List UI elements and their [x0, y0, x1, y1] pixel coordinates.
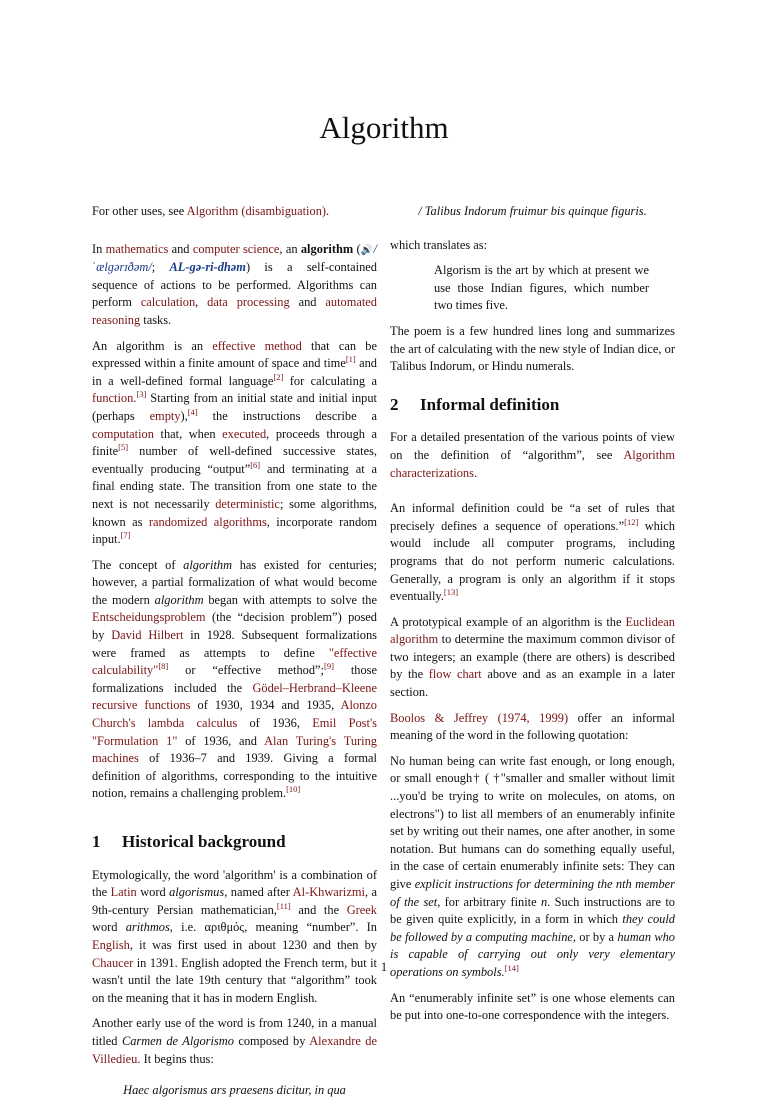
citation-5[interactable]: [5] [118, 442, 129, 452]
intro-paragraph: In mathematics and computer science, an algorithm (🔊/ˈælɡərɪðəm/; AL-gə-ri-dhəm) is a self-contained sequence of actions to be performed. Algorithms can perform calculation, data processing and automated reasoning tasks. [92, 241, 377, 327]
citation-11[interactable]: [11] [276, 900, 291, 911]
effective-method-link[interactable]: effective method [212, 338, 302, 353]
computer-science-link[interactable]: computer science [192, 241, 280, 256]
translates-label: which translates as: [390, 237, 488, 252]
emil-post-link[interactable]: Emil Post's [312, 716, 377, 731]
latin-verse-line-1: Haec algorismus ars praesens dicitur, in qua [123, 1083, 346, 1098]
citation-14[interactable]: [14] [504, 962, 519, 973]
data-processing-link[interactable]: data processing [207, 295, 290, 310]
euclidean-paragraph: A prototypical example of an algorithm is the Euclidean algorithm to determine the maximum common divisor of two integers; an example (there are others) is described by the flow chart above and as an example in a later section. [390, 614, 675, 700]
boolos-quote: No human being can write fast enough, or long enough, or small enough† ( †"smaller and smaller without limit ...you'd be trying to write on molecules, on atoms, on electrons") to list all members of an enumerably infinite set by writing out their names, one after another, in some notation. But humans can do something equally useful, in the case of certain enumerably infinite sets: They can give explicit instructions for determining the nth member of the set, for arbitrary finite n. Such instructions are to be given quite explicitly, in a form in which they could be followed by a computing machine, or by a human who is capable of carrying out only very elementary operations on symbols.[14] [390, 753, 676, 979]
hatnote: For other uses, see Algorithm (disambiguation). [92, 204, 330, 218]
page-number: 1 [380, 960, 388, 974]
disambiguation-link[interactable]: Algorithm (disambiguation) [186, 204, 327, 218]
boolos-paragraph: Boolos & Jeffrey (1974, 1999) offer an informal meaning of the word in the following quotation: [390, 710, 675, 743]
euclidean-algorithm-link[interactable]: Euclidean algorithm [390, 614, 675, 647]
ipa-pronunciation[interactable]: /ˈælɡərɪðəm/ [92, 241, 377, 275]
algorithm-characterizations-link[interactable]: Algorithm characterizations [390, 447, 675, 480]
chaucer-link[interactable]: Chaucer [92, 955, 134, 970]
citation-3[interactable]: [3] [136, 389, 147, 400]
citation-7[interactable]: [7] [120, 529, 131, 540]
calculation-link[interactable]: calculation [140, 295, 196, 310]
computation-link[interactable]: computation [92, 426, 154, 441]
alexandre-de-villedieu-link[interactable]: Alexandre de Villedieu [92, 1033, 377, 1066]
informal-definition-paragraph: An informal definition could be “a set of rules that precisely defines a sequence of operations.”[12] which would include all computer programs, including programs that do not perform numeric calculations. Generally, a program is only an algorithm if it stops eventually.[13] [390, 501, 675, 604]
algorithm-term: algorithm [300, 241, 354, 256]
turing-machines-link[interactable]: Alan Turing's Turing machines [92, 733, 377, 766]
detailed-paragraph: For a detailed presentation of the various points of view on the definition of “algorithm”, see Algorithm characterizations. [390, 430, 675, 480]
latin-verse-line-2: / Talibus Indorum fruimur bis quinque figuris. [418, 204, 647, 218]
lambda-calculus-link[interactable]: Alonzo Church's lambda calculus [92, 698, 377, 731]
english-link[interactable]: English [92, 937, 130, 952]
citation-1[interactable]: [1] [345, 354, 356, 365]
page-title: Algorithm [319, 110, 449, 145]
translation-quote: Algorism is the art by which at present we use those Indian figures, which number two times five. [434, 263, 649, 313]
mathematics-link[interactable]: mathematics [105, 241, 169, 256]
entscheidungsproblem-link[interactable]: Entscheidungsproblem [92, 610, 206, 625]
empty-link[interactable]: empty [149, 408, 181, 423]
al-khwarizmi-link[interactable]: Al-Khwarizmi [292, 885, 365, 900]
greek-link[interactable]: Greek [346, 902, 377, 917]
executed-link[interactable]: executed [222, 426, 267, 441]
poem-paragraph: The poem is a few hundred lines long and summarizes the art of calculating with the new style of Indian dice, or Talibus Indorum, or Hindu numerals. [390, 323, 675, 374]
citation-12[interactable]: [12] [624, 516, 639, 527]
boolos-jeffrey-link[interactable]: Boolos & Jeffrey (1974, 1999) [390, 710, 569, 725]
citation-2[interactable]: [2] [273, 371, 284, 382]
randomized-algorithms-link[interactable]: randomized algorithms [148, 514, 267, 529]
godel-herbrand-kleene-link[interactable]: Gödel–Herbrand–Kleene recursive functions [92, 680, 377, 713]
etymology-paragraph: Etymologically, the word 'algorithm' is a combination of the Latin word algorismus, named after Al-Khwarizmi, a 9th-century Persian mathematician,[11] and the Greek word arithmos, i.e. αριθμός, meaning “number”. In English, it was first used in about 1230 and then by Chaucer in 1391. English adopted the French term, but it wasn't until the late 19th century that “algorithm” took on the meaning that it has in modern English. [92, 867, 377, 1005]
flow-chart-link[interactable]: flow chart [428, 667, 482, 682]
function-link[interactable]: function [92, 391, 134, 406]
definition-paragraph: An algorithm is an effective method that can be expressed within a finite amount of space and time[1] and in a well-defined formal language[2] for calculating a function.[3] Starting from an initial state and initial input (perhaps empty),[4] the instructions describe a computation that, when executed, proceeds through a finite[5] number of well-defined successive states, eventually producing “output”[6] and terminating at a final ending state. The transition from one state to the next is not necessarily deterministic; some algorithms, known as randomized algorithms, incorporate random input.[7] [92, 338, 378, 547]
enumerably-infinite-paragraph: An “enumerably infinite set” is one whose elements can be put into one-to-one correspondence with the integers. [390, 990, 675, 1023]
citation-4[interactable]: [4] [187, 406, 198, 417]
respelling[interactable]: AL-gə-ri-dhəm [169, 260, 246, 275]
citation-13[interactable]: [13] [443, 586, 459, 597]
section-heading-historical: 1 Historical background [92, 832, 286, 851]
citation-6[interactable]: [6] [250, 459, 261, 470]
section-heading-informal: 2 Informal definition [390, 394, 560, 414]
early-use-paragraph: Another early use of the word is from 1240, in a manual titled Carmen de Algorismo composed by Alexandre de Villedieu. It begins thus: [92, 1016, 377, 1066]
automated-reasoning-link[interactable]: automated reasoning [92, 295, 377, 327]
citation-8[interactable]: [8] [158, 661, 169, 672]
citation-10[interactable]: [10] [286, 784, 301, 795]
effective-calculability-link[interactable]: "effective calculability" [92, 645, 377, 678]
right-column [390, 203, 675, 1033]
latin-link[interactable]: Latin [110, 885, 137, 900]
speaker-icon[interactable]: 🔊 [360, 244, 374, 256]
formulation-1-link[interactable]: "Formulation 1" [92, 733, 178, 748]
concept-paragraph: The concept of algorithm has existed for centuries; however, a partial formalization of what would become the modern algorithm began with attempts to solve the Entscheidungsproblem (the “decision problem”) posed by David Hilbert in 1928. Subsequent formalizations were framed as attempts to define "effective calculability"[8] or “effective method”;[9] those formalizations included the Gödel–Herbrand–Kleene recursive functions of 1930, 1934 and 1935, Alonzo Church's lambda calculus of 1936, Emil Post's "Formulation 1" of 1936, and Alan Turing's Turing machines of 1936–7 and 1939. Giving a formal definition of algorithms, corresponding to the intuitive notion, remains a challenging problem.[10] [92, 557, 377, 801]
david-hilbert-link[interactable]: David Hilbert [111, 628, 184, 643]
citation-9[interactable]: [9] [324, 661, 334, 672]
deterministic-link[interactable]: deterministic [215, 496, 280, 511]
